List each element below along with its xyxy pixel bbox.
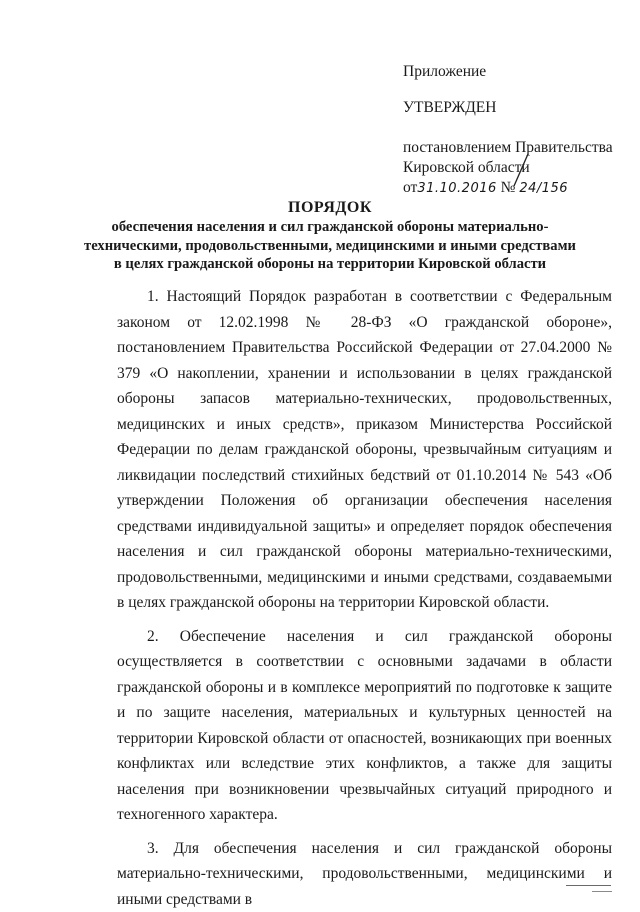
- document-title-block: [60, 198, 600, 274]
- paragraph-3: 3. Для обеспечения населения и сил гражданской обороны материально-техническими, продовольственными, медицинскими и иными средствами в: [117, 836, 612, 912]
- approved-label: УТВЕРЖДЕН: [403, 98, 623, 118]
- document-subtitle-line-2: техническими, продовольственными, медицинскими и иными средствами: [60, 237, 600, 256]
- paragraph-1: 1. Настоящий Порядок разработан в соответствии с Федеральным законом от 12.02.1998 № 28-ФЗ «О гражданской обороне», постановлением Правительства Российской Федерации от 27.04.2000 № 379 «О накоплении, хранении и использовании в целях гражданской обороны запасов материально-технических, продовольственных, медицинских и иных средств», приказом Министерства Российской Федерации по делам гражданской обороны, чрезвычайным ситуациям и ликвидации последствий стихийных бедствий от 01.10.2014 № 543 «Об утверждении Положения об организации обеспечения населения средствами индивидуальной защиты» и определяет порядок обеспечения населения и сил гражданской обороны материально-техническими, продовольственными, медицинскими и иными средствами, создаваемыми в целях гражданской обороны на территории Кировской области.: [117, 284, 612, 616]
- footer-mark-line: [566, 885, 611, 886]
- handwritten-date: 31.10.2016: [417, 181, 496, 196]
- handwritten-slash-mark: [506, 150, 536, 190]
- document-body: [117, 284, 612, 912]
- footer-mark-line-short: [592, 891, 612, 892]
- handwritten-number: 24/156: [519, 181, 568, 196]
- decree-line-1: постановлением Правительства: [403, 138, 623, 158]
- appendix-label: Приложение: [403, 62, 623, 82]
- decree-line-2: Кировской области: [403, 158, 623, 178]
- document-subtitle-line-3: в целях гражданской обороны на территории Кировской области: [60, 255, 600, 274]
- document-subtitle-line-1: обеспечения населения и сил гражданской обороны материально-: [60, 218, 600, 237]
- date-prefix: от: [403, 179, 417, 196]
- paragraph-2: 2. Обеспечение населения и сил гражданской обороны осуществляется в соответствии с основными задачами в области гражданской обороны и в комплексе мероприятий по подготовке к защите и по защите населения, материальных и культурных ценностей на территории Кировской области от опасностей, возникающих при военных конфликтах или вследствие этих конфликтов, а также для защиты населения при возникновении чрезвычайных ситуаций природного и техногенного характера.: [117, 624, 612, 828]
- number-sign: №: [501, 179, 516, 196]
- document-title: ПОРЯДОК: [60, 198, 600, 218]
